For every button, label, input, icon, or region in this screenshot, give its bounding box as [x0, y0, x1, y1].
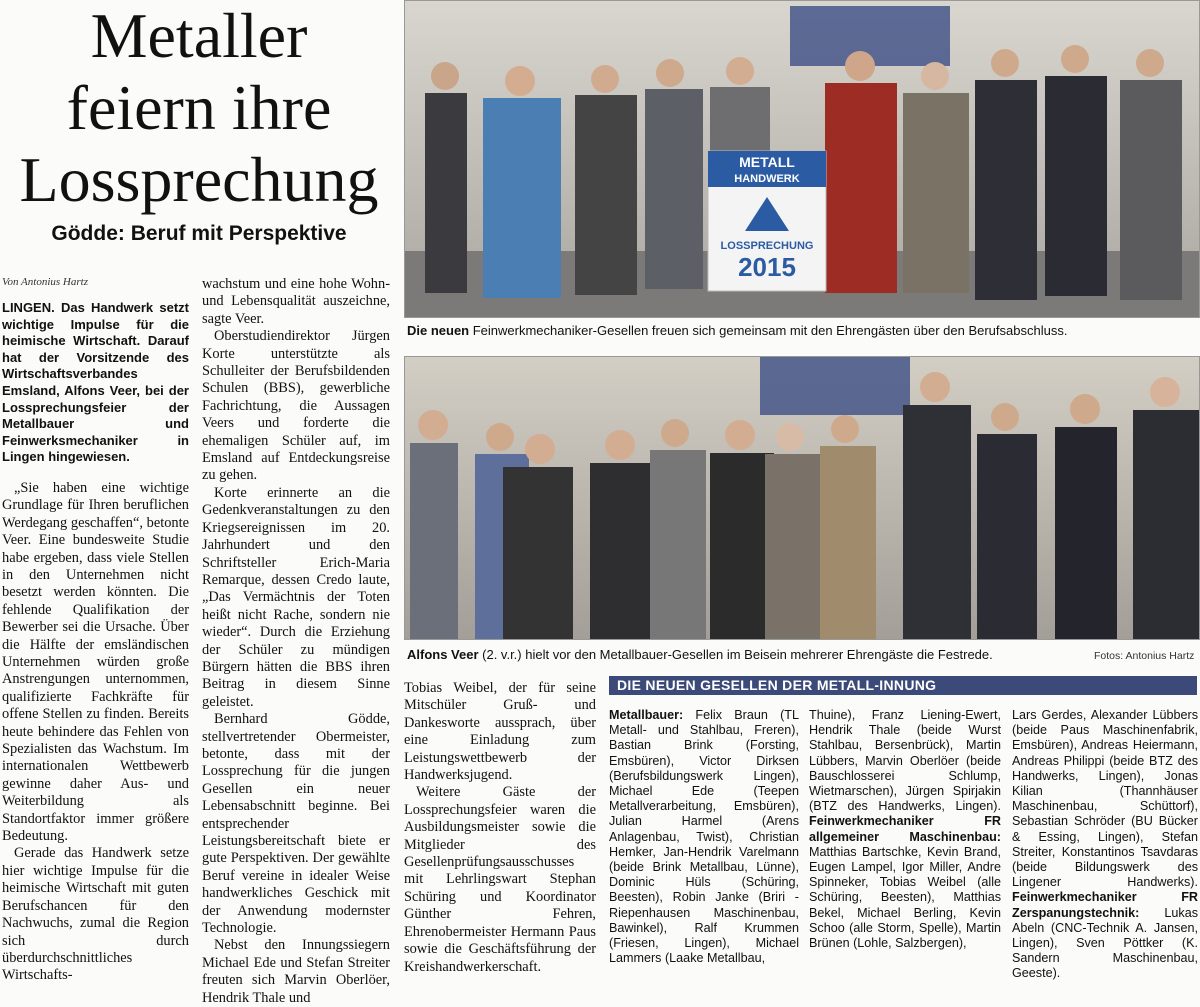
names-list: Lars Gerdes, Alexander Lübbers (beide Paus Maschinenfabrik, Emsbüren), Andreas Heiermann, Andreas Philippi (beide BTZ des Handwerks, Lingen), Jonas Kilian (Thannhäuser Maschinenbau, Schüttorf), Sebastian Schröder (BU Bücker & Essing, Lingen), Stefan Streiter, Konstantinos Tsavdaras (beide Bildungswerk des Lingener Handwerks). — [1012, 708, 1198, 890]
article-column-3 — [404, 680, 596, 975]
subheadline: Gödde: Beruf mit Perspektive — [51, 222, 347, 245]
info-box-title: DIE NEUEN GESELLEN DER METALL-INNUNG — [609, 676, 1197, 695]
group-photo-top — [404, 0, 1200, 318]
headline-line-2: feiern ihre — [66, 72, 332, 143]
body-paragraph: Tobias Weibel, der für seine Mitschüler Gruß- und Dankesworte aussprach, über eine Einladung zum Leistungswettbewerb der Handwerksjugend. — [404, 680, 596, 784]
info-box-column-1 — [609, 708, 799, 966]
headline-line-1: Metaller — [90, 0, 308, 71]
article-column-2 — [202, 276, 390, 1006]
caption-bold: Alfons Veer — [407, 647, 479, 662]
body-paragraph: wachstum und eine hohe Wohn- und Lebensqualität auszeichne, sagte Veer. — [202, 276, 390, 327]
names-list: Lukas Abeln (CNC-Technik A. Jansen, Lingen), Sven Pöttker (K. Sandern Maschinenbau, Geeste). — [1012, 905, 1198, 981]
byline: Von Antonius Hartz — [2, 276, 88, 288]
caption-text: Feinwerkmechaniker-Gesellen freuen sich gemeinsam mit den Ehrengästen über den Berufsabschluss. — [469, 323, 1068, 338]
body-paragraph: Bernhard Gödde, stellvertretender Obermeister, betonte, dass mit der Lossprechung für die jungen Gesellen ein neuer Lebensabschnitt beginne. Bei entsprechender Leistungsbereitschaft biete er gute Perspektiven. Der gewählte Beruf vereine in idealer Weise handwerkliches Geschick mit der Anwendung modernster Technologie. — [202, 711, 390, 937]
sign-line-4: 2015 — [738, 252, 796, 282]
sign-line-3: LOSSPRECHUNG — [720, 240, 814, 252]
caption-bold: Die neuen — [407, 323, 470, 338]
category-label: Feinwerkmechaniker FR allgemeiner Maschinenbau: — [809, 814, 1001, 844]
names-list: Matthias Bartschke, Kevin Brand, Eugen Lampel, Igor Miller, Andre Spinneker, Tobias Weibel (alle Schüring, Beesten), Matthias Bekel, Michael Berling, Kevin Schoo (alle Storm, Spelle), Martin Brünen (Lohle, Salzbergen), — [809, 844, 1001, 951]
body-paragraph: Korte erinnerte an die Gedenkveranstaltungen zu den Kriegsereignissen im 20. Jahrhundert und den Schriftsteller Erich-Maria Remarque, dessen Credo laute, „Das Vermächtnis der Toten heißt nicht Rache, sondern nie wieder“. Durch die Erziehung der Schüler zu mündigen Bürgern hätten die BBS ihren Beitrag in diesem Sinne geleistet. — [202, 484, 390, 710]
category-label: Metallbauer: — [609, 708, 684, 722]
body-paragraph: „Sie haben eine wichtige Grundlage für Ihren beruflichen Werdegang geschaffen“, betonte Veer. Eine bundesweite Studie habe ergeben, dass viele Stellen in den Unternehmen nicht besetzt werden könnten. Die fehlende Qualifikation der Bewerber sei die Ursache. Über die Hälfte der emsländischen Unternehmen würden große Anstrengungen unternommen, qualifizierte Fachkräfte für offene Stellen zu finden. Bereits heute behindere das Fehlen von Spezialisten das Wachstum. Im internationalen Wettbewerb gewinne daher Aus- und Weiterbildung als Standortfaktor immer größere Bedeutung. — [2, 479, 189, 845]
headline — [0, 0, 398, 216]
sign-line-1: METALL — [739, 154, 795, 170]
body-paragraph: Weitere Gäste der Lossprechungsfeier waren die Ausbildungsmeister sowie die Mitglieder des Gesellenprüfungsausschusses mit Lehrlingswart Stephan Schüring und Koordinator Günther Fehren, Ehrenobermeister Hermann Paus sowie die Geschäftsführung der Kreishandwerkerschaft. — [404, 784, 596, 975]
body-paragraph: Nebst den Innungssiegern Michael Ede und Stefan Streiter freuten sich Marvin Oberlöer, Hendrik Thale und — [202, 937, 390, 1006]
lead-paragraph: LINGEN. Das Handwerk setzt wichtige Impulse für die heimische Wirtschaft. Darauf hat der Vorsitzende des Wirtschaftsverbandes Emsland, Alfons Veer, bei der Lossprechungsfeier der Metallbauer und Feinwerksmechaniker in Lingen hingewiesen. — [2, 300, 189, 465]
group-photo-bottom — [404, 356, 1200, 640]
body-paragraph: Gerade das Handwerk setze hier wichtige Impulse für die heimische Wirtschaft mit guten Berufschancen für den Nachwuchs, zumal die Region sich durch überdurchschnittliches Wirtschafts- — [2, 845, 189, 984]
group-photo-top-image — [405, 1, 1199, 317]
sign-line-2: HANDWERK — [734, 173, 800, 185]
group-photo-bottom-image — [405, 357, 1199, 639]
body-paragraph: Oberstudiendirektor Jürgen Korte unterstützte als Schulleiter der Berufsbildenden Schulen (BBS), gewerbliche Fachrichtung, die Aussagen Veers und forderte die ehemaligen Schüler auf, im Emsland auf Entdeckungsreise zu gehen. — [202, 328, 390, 484]
headline-line-3: Lossprechung — [19, 144, 379, 215]
photo-caption-bottom — [407, 647, 993, 662]
info-box-column-3 — [1012, 708, 1198, 981]
article-column-1 — [2, 300, 189, 984]
info-box-column-2 — [809, 708, 1001, 952]
names-list: Felix Braun (TL Metall- und Stahlbau, Freren), Bastian Brink (Forsting, Emsbüren), Victor Dirksen (Berufsbildungswerk Lingen), Michael Ede (Teepen Metallverarbeitung, Emsbüren), Julian Harmel (Arens Anlagenbau, Twist), Christian Hemker, Jan-Hendrik Varelmann (beide Brink Metallbau, Lünne), Dominic Hüls (Schüring, Beesten), Robin Janke (Briri - Riepenhausen Maschinenbau, Bawinkel), Ralf Krummen (Friesen, Lingen), Michael Lammers (Laake Metallbau, — [609, 708, 799, 966]
caption-text: (2. v.r.) hielt vor den Metallbauer-Gesellen im Beisein mehrerer Ehrengäste die Festrede. — [478, 647, 993, 662]
photo-caption-top — [407, 323, 1067, 338]
category-label: Feinwerkmechaniker FR Zerspanungstechnik: — [1012, 890, 1198, 920]
photo-credit: Fotos: Antonius Hartz — [1094, 650, 1195, 662]
names-list: Thuine), Franz Liening-Ewert, Hendrik Thale (beide Wurst Stahlbau, Bersenbrück), Martin Lübbers, Marvin Oberlöer (beide Bauschlosserei Schlump, Wietmarschen), Jürgen Spirjakin (BTZ des Handwerks, Lingen). — [809, 708, 1001, 814]
